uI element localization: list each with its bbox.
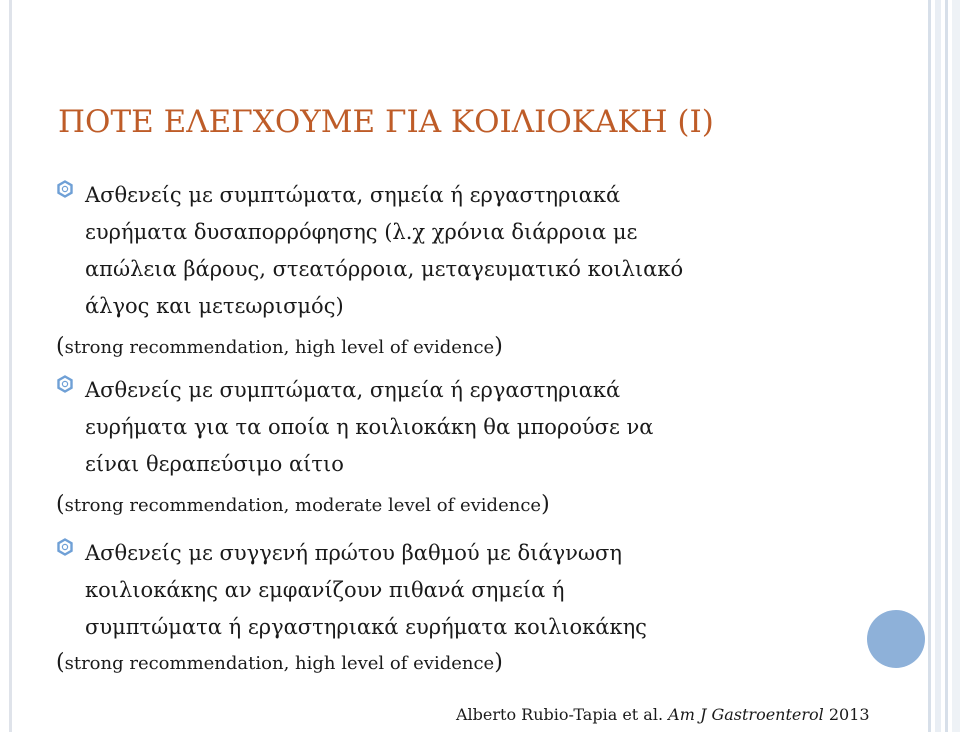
right-decoration-bar	[935, 0, 941, 732]
hexagon-bullet-icon	[56, 180, 74, 198]
citation-authors: Alberto Rubio-Tapia et al.	[456, 705, 664, 724]
slide-title: ΠΟΤΕ ΕΛΕΓΧΟΥΜΕ ΓΙΑ ΚΟΙΛΙΟΚΑΚΗ (Ι)	[58, 104, 714, 140]
recommendation-text: strong recommendation, high level of evidence	[64, 337, 495, 358]
left-divider	[9, 0, 12, 732]
bullet-line: απώλεια βάρους, στεατόρροια, μεταγευματικό κοιλιακό	[85, 257, 684, 281]
right-decoration-bar	[928, 0, 931, 732]
right-decoration-bar	[952, 0, 960, 732]
recommendation-text: strong recommendation, high level of evidence	[64, 653, 495, 674]
bullet-line: Ασθενείς με συγγενή πρώτου βαθμού με διάγνωση	[85, 541, 622, 565]
bullet-line: Ασθενείς με συμπτώματα, σημεία ή εργαστηριακά	[85, 378, 621, 402]
bullet-line: Ασθενείς με συμπτώματα, σημεία ή εργαστηριακά	[85, 183, 621, 207]
recommendation-text: strong recommendation, moderate level of evidence	[64, 495, 542, 516]
bullet-text	[85, 177, 885, 325]
bullet-line: κοιλιοκάκης αν εμφανίζουν πιθανά σημεία ή	[85, 578, 565, 602]
hexagon-bullet-icon	[56, 538, 74, 556]
bullet-text	[85, 535, 885, 646]
citation-journal: Am J Gastroenterol	[668, 705, 824, 724]
recommendation-note: (strong recommendation, moderate level of evidence)	[56, 492, 550, 517]
bullet-line: συμπτώματα ή εργαστηριακά ευρήματα κοιλιοκάκης	[85, 615, 647, 639]
recommendation-note: (strong recommendation, high level of evidence)	[56, 334, 503, 359]
right-decoration-bar	[945, 0, 948, 732]
citation-year: 2013	[828, 705, 870, 724]
bullet-line: ευρήματα δυσαπορρόφησης (λ.χ χρόνια διάρροια με	[85, 220, 638, 244]
recommendation-note: (strong recommendation, high level of evidence)	[56, 650, 503, 675]
bullet-line: άλγος και μετεωρισμός)	[85, 294, 344, 318]
bullet-text	[85, 372, 885, 483]
bullet-line: είναι θεραπεύσιμο αίτιο	[85, 452, 344, 476]
citation	[456, 705, 870, 724]
hexagon-bullet-icon	[56, 375, 74, 393]
bullet-line: ευρήματα για τα οποία η κοιλιοκάκη θα μπορούσε να	[85, 415, 654, 439]
